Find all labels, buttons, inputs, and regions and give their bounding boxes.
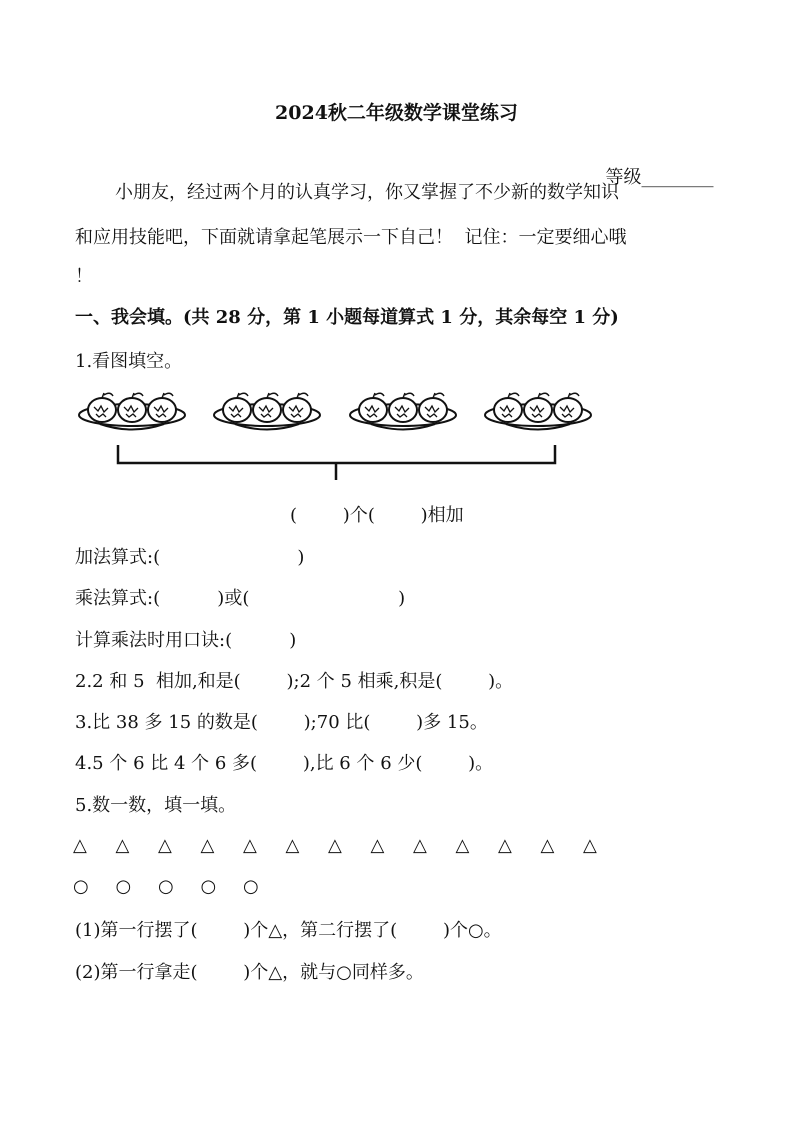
q1-addition: 加法算式:( ) xyxy=(75,547,305,568)
triangle-icon: △ xyxy=(370,835,385,856)
grade-blank[interactable]: ________ xyxy=(641,167,714,188)
q1-chant: 计算乘法时用口诀:( ) xyxy=(75,630,297,651)
apple-icon xyxy=(494,393,522,422)
section-heading: 一、我会填。(共 28 分，第 1 小题每道算式 1 分，其余每空 1 分) xyxy=(75,307,619,328)
page-title: 2024秋二年级数学课堂练习 xyxy=(275,102,518,124)
plates-group xyxy=(79,393,591,430)
grade-label: 等级 xyxy=(605,167,642,188)
triangle-icon: △ xyxy=(498,835,512,856)
q1-multiplication: 乘法算式:( )或( ) xyxy=(75,588,406,609)
triangle-icon: △ xyxy=(73,835,87,856)
triangle-icon: △ xyxy=(200,835,215,856)
apple-icon xyxy=(283,393,311,422)
apple-icon xyxy=(389,393,417,422)
apple-icon xyxy=(118,393,146,422)
brace-icon xyxy=(118,445,555,480)
triangle-icon: △ xyxy=(328,835,342,856)
q2: 2.2 和 5 相加,和是( );2 个 5 相乘,积是( )。 xyxy=(75,671,514,692)
plate-icon xyxy=(485,393,591,430)
apple-icon xyxy=(253,393,281,422)
q5-sub1: (1)第一行摆了( )个△，第二行摆了( )个○。 xyxy=(75,920,502,941)
plate-icon xyxy=(350,393,456,430)
apple-plates-illustration xyxy=(0,385,793,505)
triangle-icon: △ xyxy=(158,835,172,856)
apple-icon xyxy=(554,393,582,422)
q5-label: 5.数一数，填一填。 xyxy=(75,795,237,816)
triangle-icon: △ xyxy=(285,835,300,856)
triangle-icon: △ xyxy=(583,835,597,856)
apple-icon xyxy=(88,393,116,422)
q3: 3.比 38 多 15 的数是( );70 比( )多 15。 xyxy=(75,712,488,733)
triangle-icon: △ xyxy=(540,835,555,856)
intro-line-3: ！ xyxy=(75,266,93,287)
apple-icon xyxy=(223,393,251,422)
circle-icon: ○ xyxy=(158,876,174,897)
intro-line-2: 和应用技能吧，下面就请拿起笔展示一下自己！ 记住：一定要细心哦 xyxy=(75,227,627,248)
plate-icon xyxy=(214,393,320,430)
triangle-icon: △ xyxy=(455,835,470,856)
triangle-icon: △ xyxy=(413,835,427,856)
q1-label: 1.看图填空。 xyxy=(75,351,183,372)
circle-icon: ○ xyxy=(243,876,259,897)
q5-sub2: (2)第一行拿走( )个△，就与○同样多。 xyxy=(75,962,424,983)
apple-icon xyxy=(359,393,387,422)
q4: 4.5 个 6 比 4 个 6 多( ),比 6 个 6 少( )。 xyxy=(75,753,494,774)
triangle-icon: △ xyxy=(243,835,257,856)
circle-icon: ○ xyxy=(73,876,89,897)
apple-icon xyxy=(524,393,552,422)
triangle-icon: △ xyxy=(115,835,130,856)
apple-icon xyxy=(148,393,176,422)
q1-caption: ( )个( )相加 xyxy=(290,505,464,526)
plate-icon xyxy=(79,393,185,430)
intro-line-1: 小朋友，经过两个月的认真学习，你又掌握了不少新的数学知识 xyxy=(115,182,619,203)
apple-icon xyxy=(419,393,447,422)
circle-icon: ○ xyxy=(200,876,217,897)
circle-icon: ○ xyxy=(115,876,132,897)
